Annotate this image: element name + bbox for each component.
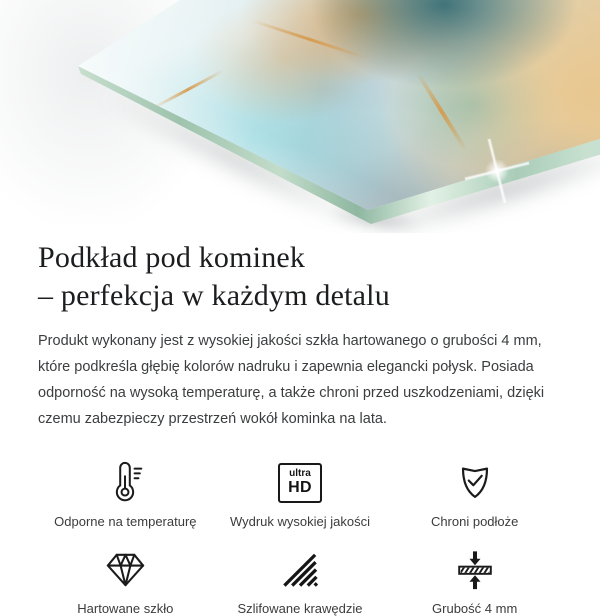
feature-high-quality-print xyxy=(213,459,388,529)
ultra-hd-badge-top: ultra xyxy=(289,468,311,480)
ultra-hd-badge-bottom: HD xyxy=(288,479,312,497)
feature-protects-floor xyxy=(387,459,562,529)
page-title-line1: Podkład pod kominek xyxy=(38,241,306,274)
feature-temperature-resistant xyxy=(38,459,213,529)
feature-label: Szlifowane krawędzie xyxy=(237,601,363,616)
thermometer-icon xyxy=(102,460,148,506)
feature-label: Grubość 4 mm xyxy=(432,601,518,616)
shield-check-icon xyxy=(452,460,498,506)
page-title xyxy=(38,239,562,314)
product-photo xyxy=(0,0,600,233)
beveled-edges-icon xyxy=(278,548,322,592)
diamond-icon xyxy=(102,546,149,593)
ultra-hd-icon xyxy=(278,463,322,503)
page-title-line2: – perfekcja w każdym detalu xyxy=(38,278,390,312)
feature-grid xyxy=(38,459,562,616)
feature-tempered-glass xyxy=(38,546,213,616)
feature-label: Chroni podłoże xyxy=(430,514,519,530)
feature-label: Odporne na temperaturę xyxy=(54,514,197,530)
thickness-4mm-icon xyxy=(452,547,498,593)
product-info-section xyxy=(0,233,600,616)
feature-label: Hartowane szkło xyxy=(77,601,174,616)
feature-thickness-4mm xyxy=(387,546,562,616)
feature-polished-edges xyxy=(213,546,388,616)
feature-label: Wydruk wysokiej jakości xyxy=(229,514,370,530)
product-description: Produkt wykonany jest z wysokiej jakości szkła hartowanego o grubości 4 mm, które podkreśla głębię kolorów nadruku i zapewnia elegancki połysk. Posiada odporność na wysoką temperaturę, a także chroni przed uszkodzeniami, dzięki czemu zabezpieczy przestrzeń wokół kominka na lata. xyxy=(38,333,545,428)
